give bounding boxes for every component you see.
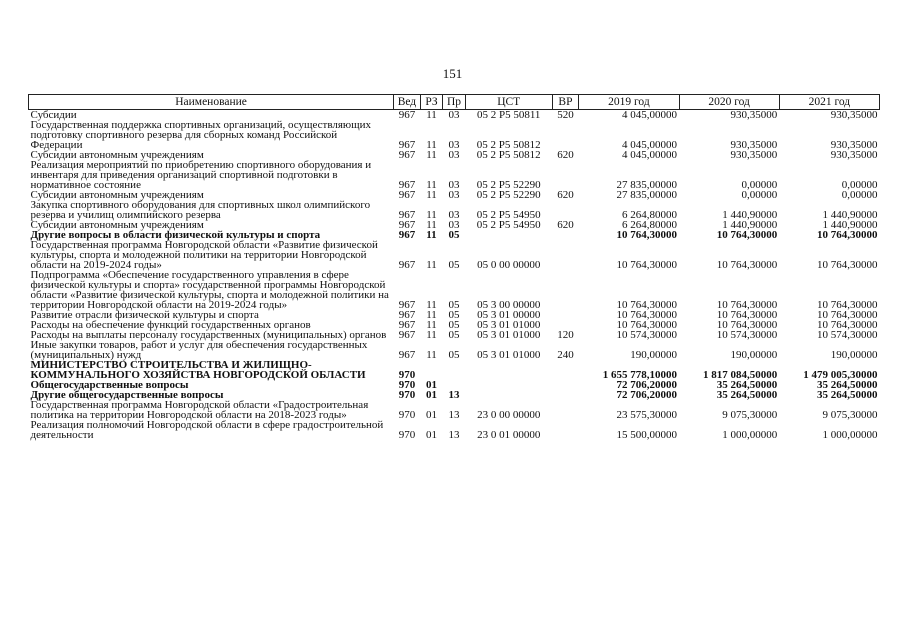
pr-cell: 13 (448, 429, 460, 441)
vr-cell (552, 420, 579, 440)
value-2021: 0,00000 (841, 189, 878, 201)
value-2021: 1 479 005,30000 (803, 369, 878, 381)
row-name: Другие вопросы в области физической культуры и спорта (30, 229, 321, 241)
pr-cell: 05 (448, 299, 460, 311)
value-2020: 35 264,50000 (716, 389, 778, 401)
pr-cell: 03 (448, 219, 460, 231)
row-name: Закупка спортивного оборудования для спортивных школ олимпийского резерва и училищ олимпийского резерва (30, 199, 371, 221)
vr-cell: 120 (557, 329, 574, 341)
column-header: 2021 год (779, 95, 879, 110)
rz-cell: 11 (426, 349, 437, 361)
cst-cell: 05 3 01 01000 (477, 329, 541, 341)
rz-cell: 11 (426, 149, 437, 161)
value-2021: 10 764,30000 (817, 299, 878, 311)
value-2019: 10 764,30000 (616, 319, 677, 331)
cst-cell: 05 2 P5 50812 (476, 139, 541, 151)
pr-cell: 03 (448, 209, 460, 221)
value-2020: 10 764,30000 (716, 319, 778, 331)
row-name: Государственная программа Новгородской области «Развитие физической культуры, спорта и молодежной политики на территории Новгородской области на 2019-2024 годы» (30, 239, 378, 271)
value-2020: 10 574,30000 (716, 329, 778, 341)
row-name: Подпрограмма «Обеспечение государственного управления в сфере физической культуры и спорта» государственной программы Новгородской области «Развитие физической культуры, спорта и молодежной политики на территории Новгородской области на 2019-2024 годы» (30, 269, 389, 311)
cst-cell: 05 3 01 01000 (477, 349, 541, 361)
pr-cell: 13 (448, 409, 460, 421)
row-name: Другие общегосударственные вопросы (30, 389, 224, 401)
vr-cell (552, 200, 579, 220)
table-row (29, 200, 880, 220)
ved-cell: 970 (398, 369, 416, 381)
pr-cell: 05 (448, 319, 460, 331)
value-2020: 10 764,30000 (716, 259, 778, 271)
ved-cell: 967 (398, 179, 416, 191)
cst-cell: 05 2 P5 50811 (476, 109, 541, 121)
table-row (29, 120, 880, 150)
rz-cell: 11 (426, 309, 437, 321)
value-2019: 10 764,30000 (616, 299, 677, 311)
column-header: ВР (552, 95, 579, 110)
value-2021: 35 264,50000 (817, 379, 878, 391)
value-2019: 4 045,00000 (622, 109, 677, 121)
column-header: Наименование (29, 95, 394, 110)
value-2021: 10 764,30000 (817, 309, 878, 321)
rz-cell: 11 (426, 189, 437, 201)
rz-cell: 11 (426, 229, 437, 241)
cst-cell: 05 0 00 00000 (477, 259, 541, 271)
value-2021: 10 764,30000 (817, 229, 878, 241)
value-2019: 10 764,30000 (616, 229, 677, 241)
ved-cell: 967 (398, 329, 416, 341)
pr-cell: 05 (448, 329, 460, 341)
table-header-row (29, 95, 880, 110)
rz-cell: 11 (426, 219, 437, 231)
pr-cell: 05 (448, 309, 460, 321)
rz-cell: 11 (426, 179, 437, 191)
value-2020: 0,00000 (741, 179, 778, 191)
column-header: 2020 год (679, 95, 779, 110)
pr-cell: 03 (448, 149, 460, 161)
column-header: РЗ (420, 95, 443, 110)
column-header: Пр (443, 95, 466, 110)
value-2020: 930,35000 (730, 109, 778, 121)
cst-cell: 05 3 00 00000 (477, 299, 541, 311)
value-2019: 10 764,30000 (616, 309, 677, 321)
table-row (29, 420, 880, 440)
pr-cell: 05 (448, 349, 460, 361)
row-name: Государственная поддержка спортивных организаций, осуществляющих подготовку спортивного резерва для сборных команд Российской Федерации (30, 119, 372, 151)
row-name: Субсидии автономным учреждениям (30, 149, 204, 161)
value-2020: 1 000,00000 (722, 429, 778, 441)
value-2020: 10 764,30000 (716, 309, 778, 321)
vr-cell: 620 (557, 189, 574, 201)
rz-cell: 01 (425, 389, 437, 401)
table-row (29, 360, 880, 380)
value-2021: 10 764,30000 (817, 259, 878, 271)
table-row (29, 240, 880, 270)
row-name: Реализация полномочий Новгородской области в сфере градостроительной деятельности (30, 419, 384, 441)
table-row (29, 400, 880, 420)
row-name: Общегосударственные вопросы (30, 379, 189, 391)
row-name: Реализация мероприятий по приобретению спортивного оборудования и инвентаря для приведения организаций спортивной подготовки в нормативное состояние (30, 159, 372, 191)
row-name: Государственная программа Новгородской области «Градостроительная политика на территории Новгородской области на 2018-2023 годы» (30, 399, 369, 421)
row-name: Расходы на обеспечение функций государственных органов (30, 319, 311, 331)
vr-cell (552, 380, 579, 390)
row-name: Субсидии автономным учреждениям (30, 189, 204, 201)
row-name: МИНИСТЕРСТВО СТРОИТЕЛЬСТВА И ЖИЛИЩНО-КОММУНАЛЬНОГО ХОЗЯЙСТВА НОВГОРОДСКОЙ ОБЛАСТИ (30, 359, 366, 381)
page-number: 151 (442, 66, 463, 81)
pr-cell: 03 (448, 189, 460, 201)
rz-cell: 11 (426, 109, 437, 121)
ved-cell: 967 (398, 229, 416, 241)
vr-cell (552, 160, 579, 190)
table-row (29, 270, 880, 310)
value-2019: 15 500,00000 (616, 429, 677, 441)
rz-cell: 11 (426, 139, 437, 151)
ved-cell: 967 (398, 109, 416, 121)
value-2019: 4 045,00000 (622, 149, 677, 161)
value-2021: 10 574,30000 (817, 329, 878, 341)
pr-cell: 03 (448, 179, 460, 191)
value-2019: 10 764,30000 (616, 259, 677, 271)
cst-cell: 23 0 01 00000 (477, 429, 541, 441)
value-2021: 35 264,50000 (817, 389, 878, 401)
row-name: Расходы на выплаты персоналу государственных (муниципальных) органов (30, 329, 387, 341)
value-2020: 10 764,30000 (716, 229, 778, 241)
value-2019: 72 706,20000 (616, 389, 677, 401)
column-header: Вед (394, 95, 421, 110)
vr-cell (552, 230, 579, 240)
cst-cell: 05 2 P5 50812 (476, 149, 541, 161)
ved-cell: 970 (398, 379, 416, 391)
ved-cell: 967 (398, 299, 416, 311)
value-2021: 190,00000 (830, 349, 878, 361)
value-2019: 4 045,00000 (622, 139, 677, 151)
value-2019: 27 835,00000 (616, 189, 677, 201)
ved-cell: 967 (398, 219, 416, 231)
value-2020: 930,35000 (730, 139, 778, 151)
budget-table (28, 94, 880, 440)
value-2019: 23 575,30000 (616, 409, 677, 421)
cst-cell (465, 380, 552, 390)
cst-cell: 05 2 P5 54950 (476, 219, 541, 231)
value-2019: 10 574,30000 (616, 329, 677, 341)
ved-cell: 967 (398, 209, 416, 221)
value-2019: 6 264,80000 (622, 209, 677, 221)
rz-cell: 11 (426, 209, 437, 221)
value-2020: 10 764,30000 (716, 299, 778, 311)
value-2019: 1 655 778,10000 (602, 369, 677, 381)
vr-cell (552, 360, 579, 380)
cst-cell: 05 3 01 00000 (477, 309, 541, 321)
ved-cell: 967 (398, 319, 416, 331)
value-2019: 190,00000 (630, 349, 677, 361)
value-2021: 1 440,90000 (822, 219, 878, 231)
pr-cell: 03 (448, 139, 460, 151)
vr-cell: 620 (557, 219, 574, 231)
value-2021: 930,35000 (830, 109, 878, 121)
value-2020: 930,35000 (730, 149, 778, 161)
value-2019: 27 835,00000 (616, 179, 677, 191)
pr-cell: 03 (448, 109, 460, 121)
column-header: 2019 год (579, 95, 679, 110)
ved-cell: 967 (398, 349, 416, 361)
cst-cell: 05 2 P5 52290 (476, 189, 541, 201)
row-name: Субсидии (30, 109, 77, 121)
rz-cell: 11 (426, 329, 437, 341)
value-2021: 930,35000 (830, 149, 878, 161)
ved-cell: 967 (398, 139, 416, 151)
rz-cell: 11 (426, 319, 437, 331)
vr-cell: 240 (557, 349, 574, 361)
value-2021: 1 000,00000 (822, 429, 878, 441)
cst-cell: 05 3 01 01000 (477, 319, 541, 331)
rz-cell: 01 (425, 379, 437, 391)
cst-cell: 05 2 P5 52290 (476, 179, 541, 191)
vr-cell: 520 (557, 109, 574, 121)
value-2020: 1 440,90000 (722, 209, 778, 221)
pr-cell: 05 (448, 229, 460, 241)
value-2020: 1 440,90000 (722, 219, 778, 231)
value-2019: 6 264,80000 (622, 219, 677, 231)
ved-cell: 970 (398, 429, 416, 441)
ved-cell: 970 (398, 389, 416, 401)
vr-cell (552, 270, 579, 310)
value-2019: 72 706,20000 (616, 379, 677, 391)
rz-cell: 01 (425, 409, 437, 421)
value-2020: 0,00000 (741, 189, 778, 201)
row-name: Субсидии автономным учреждениям (30, 219, 204, 231)
rz-cell: 11 (426, 299, 437, 311)
column-header: ЦСТ (465, 95, 552, 110)
value-2020: 1 817 084,50000 (702, 369, 778, 381)
vr-cell: 620 (557, 149, 574, 161)
ved-cell: 967 (398, 189, 416, 201)
rz-cell: 01 (425, 429, 437, 441)
value-2021: 1 440,90000 (822, 209, 878, 221)
value-2021: 10 764,30000 (817, 319, 878, 331)
vr-cell (552, 310, 579, 320)
row-name: Иные закупки товаров, работ и услуг для обеспечения государственных (муниципальных) нужд (30, 339, 368, 361)
vr-cell (552, 390, 579, 400)
ved-cell: 967 (398, 259, 416, 271)
ved-cell: 967 (398, 309, 416, 321)
value-2020: 35 264,50000 (716, 379, 778, 391)
vr-cell (552, 240, 579, 270)
pr-cell: 05 (448, 259, 460, 271)
vr-cell (552, 400, 579, 420)
cst-cell: 05 2 P5 54950 (476, 209, 541, 221)
pr-cell (443, 360, 466, 380)
table-row (29, 160, 880, 190)
rz-cell: 11 (426, 259, 437, 271)
ved-cell: 970 (398, 409, 416, 421)
vr-cell (552, 120, 579, 150)
cst-cell (465, 360, 552, 380)
cst-cell: 23 0 00 00000 (477, 409, 541, 421)
cst-cell (465, 230, 552, 240)
value-2020: 9 075,30000 (722, 409, 778, 421)
value-2020: 190,00000 (730, 349, 778, 361)
value-2021: 0,00000 (841, 179, 878, 191)
cst-cell (465, 390, 552, 400)
row-name: Развитие отрасли физической культуры и спорта (30, 309, 259, 321)
pr-cell: 13 (448, 389, 460, 401)
table-row (29, 340, 880, 360)
value-2021: 9 075,30000 (822, 409, 878, 421)
value-2021: 930,35000 (830, 139, 878, 151)
ved-cell: 967 (398, 149, 416, 161)
rz-cell (420, 360, 443, 380)
